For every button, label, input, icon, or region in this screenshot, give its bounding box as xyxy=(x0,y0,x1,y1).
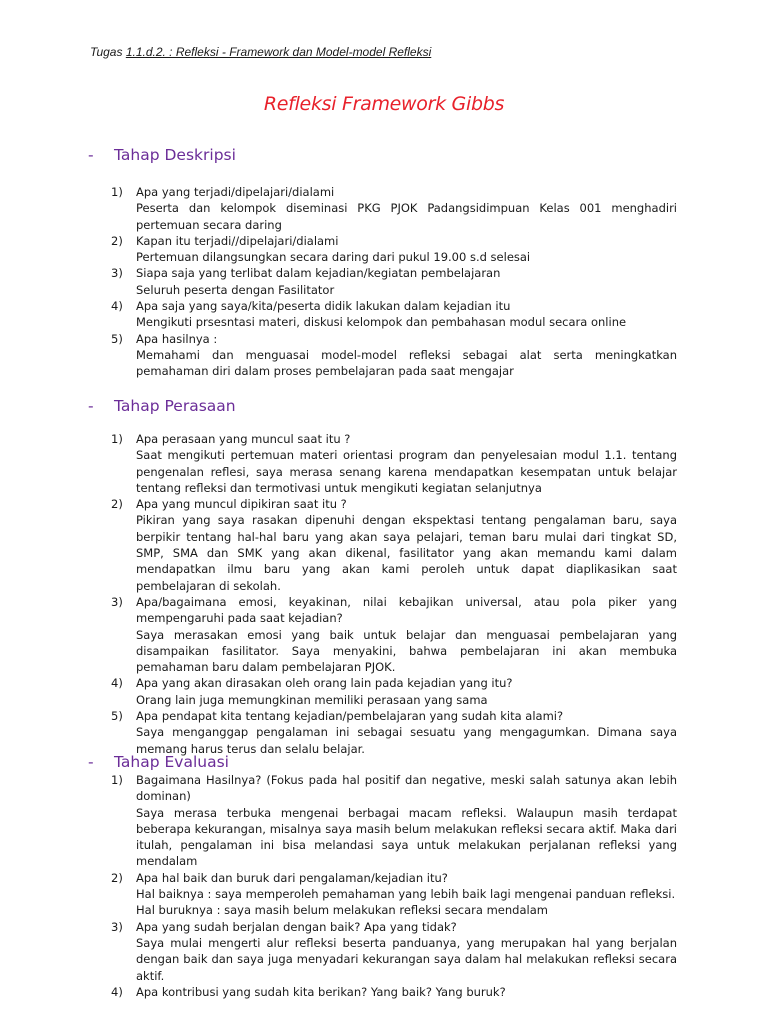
list-item xyxy=(111,298,677,331)
item-answer: Mengikuti prsesntasi materi, diskusi kelompok dan pembahasan modul secara online xyxy=(136,315,627,330)
item-number: 2) xyxy=(111,870,123,885)
list-item xyxy=(111,265,677,298)
assignment-header xyxy=(90,45,431,59)
section-dash: - xyxy=(88,753,94,771)
item-answer: Peserta dan kelompok diseminasi PKG PJOK Padangsidimpuan Kelas 001 menghadiri pertemuan secara daring xyxy=(136,201,677,232)
item-question: Apa saja yang saya/kita/peserta didik lakukan dalam kejadian itu xyxy=(136,299,511,314)
header-reference: 1.1.d.2. : Refleksi - Framework dan Model-model Refleksi xyxy=(125,45,432,59)
evaluasi-list xyxy=(111,772,677,1000)
item-question: Siapa saja yang terlibat dalam kejadian/kegiatan pembelajaran xyxy=(136,266,501,281)
item-answer: Saya merasa terbuka mengenai berbagai macam refleksi. Walaupun masih terdapat beberapa kekurangan, misalnya saya masih belum melakukan refleksi secara aktif. Maka dari itulah, pengalaman ini bisa melandasi saya untuk melakukan perjalanan refleksi yang mendalam xyxy=(136,805,677,869)
item-number: 2) xyxy=(111,233,123,248)
deskripsi-list xyxy=(111,184,677,380)
document-title: Refleksi Framework Gibbs xyxy=(263,93,505,115)
item-number: 3) xyxy=(111,919,123,934)
section-heading-evaluasi xyxy=(88,753,229,771)
item-answer: Saya menganggap pengalaman ini sebagai sesuatu yang mengagumkan. Dimana saya memang harus terus dan selalu belajar. xyxy=(136,725,677,756)
list-item xyxy=(111,772,677,870)
item-answer: Pertemuan dilangsungkan secara daring dari pukul 19.00 s.d selesai xyxy=(136,250,531,265)
list-item xyxy=(111,233,677,266)
section-title: Tahap Deskripsi xyxy=(114,146,236,164)
section-dash: - xyxy=(88,397,94,415)
item-question: Apa yang akan dirasakan oleh orang lain pada kejadian yang itu? xyxy=(136,676,513,691)
item-number: 1) xyxy=(111,773,123,787)
item-number: 3) xyxy=(111,594,123,609)
item-number: 4) xyxy=(111,984,123,999)
item-question: Apa yang sudah berjalan dengan baik? Apa yang tidak? xyxy=(136,919,457,934)
item-question: Apa perasaan yang muncul saat itu ? xyxy=(136,432,351,446)
item-question: Apa kontribusi yang sudah kita berikan? Yang baik? Yang buruk? xyxy=(136,984,506,999)
list-item xyxy=(111,431,677,496)
item-number: 5) xyxy=(111,709,123,724)
section-heading-perasaan xyxy=(88,397,236,415)
item-answer: Saya mulai mengerti alur refleksi beserta panduanya, yang merupakan hal yang berjalan dengan baik dan saya juga menyadari kekurangan saya dalam hal melakukan refleksi secara aktif. xyxy=(136,935,677,983)
item-question: Apa yang terjadi/dipelajari/dialami xyxy=(136,185,335,199)
item-question: Apa hasilnya : xyxy=(136,331,218,346)
item-question: Bagaimana Hasilnya? (Fokus pada hal positif dan negative, meski salah satunya akan lebih dominan) xyxy=(136,773,677,804)
item-question: Kapan itu terjadi//dipelajari/dialami xyxy=(136,233,339,248)
list-item xyxy=(111,594,677,675)
list-item xyxy=(111,496,677,594)
item-answer-secondary: Hal buruknya : saya masih belum melakukan refleksi secara mendalam xyxy=(136,903,548,918)
list-item xyxy=(111,184,677,233)
list-item xyxy=(111,870,677,919)
item-question: Apa hal baik dan buruk dari pengalaman/kejadian itu? xyxy=(136,870,448,885)
item-number: 5) xyxy=(111,331,123,346)
item-answer: Pikiran yang saya rasakan dipenuhi dengan ekspektasi tentang pengalaman baru, saya berpikir tentang hal-hal baru yang akan saya pelajari, teman baru mulai dari tingkat SD, SMP, SMA dan SMK yang akan dikenal, fasilitator yang akan memandu kami dalam mendapatkan ilmu baru yang akan kami peroleh untuk dapat diaplikasikan saat pembelajaran di sekolah. xyxy=(136,513,677,593)
item-question: Apa pendapat kita tentang kejadian/pembelajaran yang sudah kita alami? xyxy=(136,709,564,724)
list-item xyxy=(111,984,677,1000)
item-number: 1) xyxy=(111,432,123,446)
section-heading-deskripsi xyxy=(88,146,236,164)
item-answer: Orang lain juga memungkinan memiliki perasaan yang sama xyxy=(136,692,488,707)
item-answer: Saya merasakan emosi yang baik untuk belajar dan menguasai pembelajaran yang disampaikan fasilitator. Saya menyakini, bahwa pembelajaran ini akan membuka pemahaman baru dalam pembelajaran PJOK. xyxy=(136,627,677,675)
list-item xyxy=(111,331,677,380)
section-title: Tahap Evaluasi xyxy=(114,753,229,771)
list-item xyxy=(111,675,677,708)
item-question: Apa yang muncul dipikiran saat itu ? xyxy=(136,497,347,512)
item-number: 1) xyxy=(111,185,123,199)
item-number: 2) xyxy=(111,497,123,512)
item-number: 4) xyxy=(111,676,123,691)
item-answer: Saat mengikuti pertemuan materi orientasi program dan penyelesaian modul 1.1. tentang pengenalan reflesi, saya merasa senang karena mendapatkan kesempatan untuk belajar tentang refleksi dan termotivasi untuk mengikuti kegiatan selanjutnya xyxy=(136,448,677,495)
item-answer: Seluruh peserta dengan Fasilitator xyxy=(136,282,335,297)
section-title: Tahap Perasaan xyxy=(114,397,236,415)
item-answer: Memahami dan menguasai model-model refleksi sebagai alat serta meningkatkan pemahaman diri dalam proses pembelajaran pada saat mengajar xyxy=(136,347,677,379)
item-answer: Hal baiknya : saya memperoleh pemahaman yang lebih baik lagi mengenai panduan refleksi. xyxy=(136,887,676,902)
list-item xyxy=(111,919,677,984)
item-question: Apa/bagaimana emosi, keyakinan, nilai kebajikan universal, atau pola piker yang mempengaruhi pada saat kejadian? xyxy=(136,594,677,626)
list-item xyxy=(111,708,677,757)
item-number: 3) xyxy=(111,266,123,281)
header-prefix: Tugas xyxy=(90,45,123,59)
perasaan-list xyxy=(111,431,677,757)
section-dash: - xyxy=(88,146,94,164)
item-number: 4) xyxy=(111,299,123,314)
